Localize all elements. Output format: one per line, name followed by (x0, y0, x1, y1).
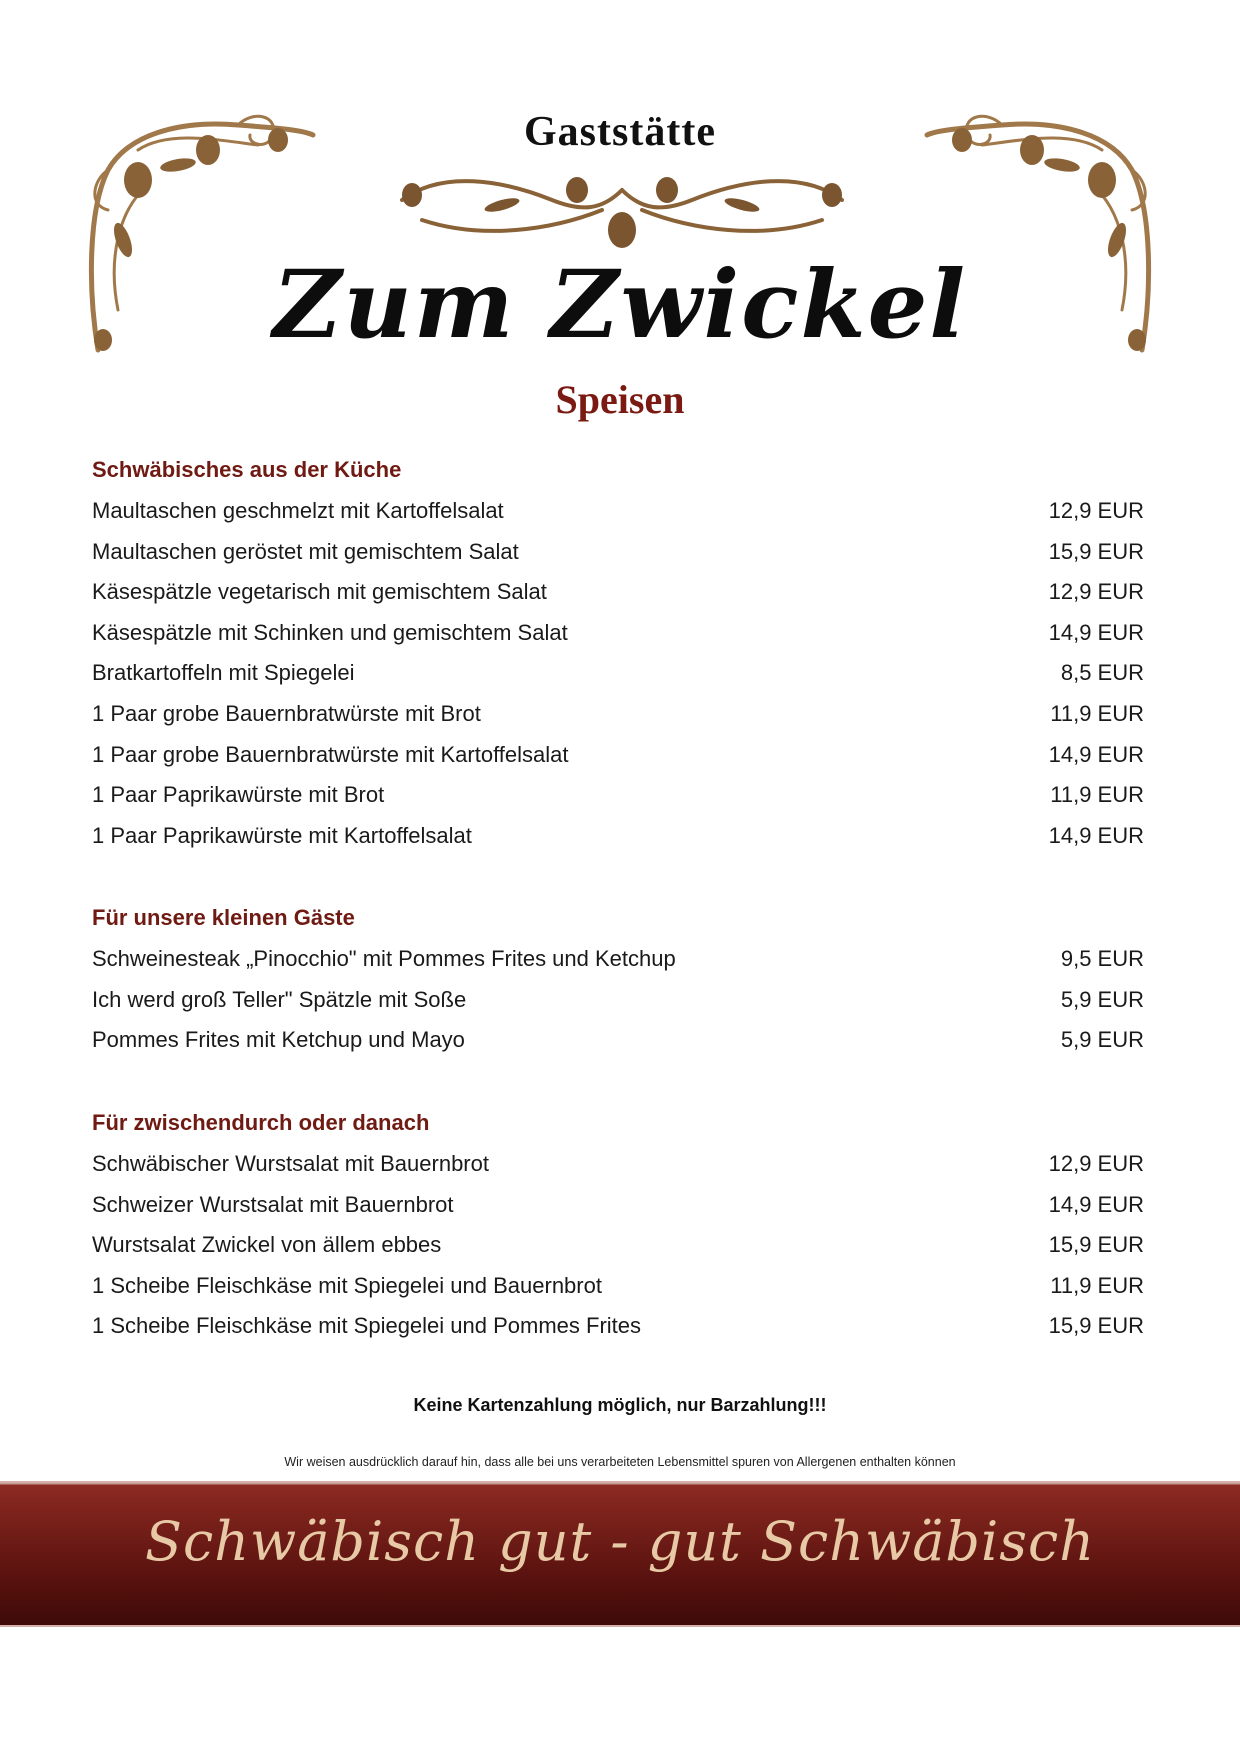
banner-line (0, 1625, 1240, 1627)
item-name: 1 Scheibe Fleischkäse mit Spiegelei und Bauernbrot (92, 1272, 602, 1298)
page-title: Speisen (555, 377, 685, 422)
menu-item (92, 491, 1144, 532)
item-price: 11,9 EUR (1050, 782, 1144, 808)
menu-item (92, 1266, 1144, 1307)
item-name: Schweizer Wurstsalat mit Bauernbrot (92, 1191, 454, 1217)
item-name: Maultaschen geröstet mit gemischtem Salat (92, 538, 519, 564)
item-name: Schwäbischer Wurstsalat mit Bauernbrot (92, 1151, 489, 1176)
restaurant-name: Zum Zwickel (272, 250, 968, 360)
payment-note: Keine Kartenzahlung möglich, nur Barzahlung!!! (413, 1395, 827, 1415)
menu-section (92, 1102, 1144, 1347)
item-name: Ich werd groß Teller" Spätzle mit Soße (92, 986, 467, 1012)
item-price: 15,9 EUR (1048, 1313, 1144, 1339)
menu-item (92, 694, 1144, 735)
item-name: 1 Paar Paprikawürste mit Brot (92, 782, 385, 808)
item-name: Käsespätzle mit Schinken und gemischtem Salat (92, 619, 568, 645)
menu-item (92, 572, 1144, 613)
item-price: 11,9 EUR (1050, 700, 1144, 726)
item-price: 9,5 EUR (1060, 946, 1144, 971)
menu-item (92, 1144, 1144, 1185)
menu-item (92, 1020, 1144, 1061)
section-title: Für unsere kleinen Gäste (92, 905, 355, 930)
hop-flourish-icon (382, 160, 862, 260)
item-name: Wurstsalat Zwickel von ällem ebbes (92, 1232, 442, 1258)
subtitle: Gaststätte (524, 109, 716, 155)
item-price: 15,9 EUR (1048, 1232, 1144, 1258)
item-name: Pommes Frites mit Ketchup und Mayo (92, 1027, 465, 1053)
menu-section (92, 449, 1144, 856)
item-price: 11,9 EUR (1050, 1272, 1144, 1298)
menu-section (92, 897, 1144, 1061)
item-name: Käsespätzle vegetarisch mit gemischtem Salat (92, 579, 547, 605)
item-price: 14,9 EUR (1048, 1191, 1144, 1217)
section-title: Schwäbisches aus der Küche (92, 457, 402, 482)
menu-item (92, 980, 1144, 1021)
section-title: Für zwischendurch oder danach (92, 1110, 430, 1135)
menu-item (92, 653, 1144, 694)
item-price: 12,9 EUR (1048, 579, 1144, 605)
item-name: Bratkartoffeln mit Spiegelei (92, 660, 355, 686)
item-price: 14,9 EUR (1048, 741, 1144, 767)
allergen-note: Wir weisen ausdrücklich darauf hin, dass alle bei uns verarbeiteten Lebensmittel spuren von Allergenen enthalten können (284, 1455, 956, 1469)
menu-item (92, 735, 1144, 776)
item-name: 1 Scheibe Fleischkäse mit Spiegelei und Pommes Frites (92, 1313, 642, 1339)
item-name: 1 Paar grobe Bauernbratwürste mit Brot (92, 700, 481, 726)
item-price: 12,9 EUR (1048, 498, 1144, 523)
menu-item (92, 1225, 1144, 1266)
item-price: 5,9 EUR (1060, 1027, 1144, 1053)
item-name: 1 Paar Paprikawürste mit Kartoffelsalat (92, 822, 472, 848)
menu-item (92, 1185, 1144, 1226)
menu-item (92, 939, 1144, 980)
menu-item (92, 613, 1144, 654)
item-price: 12,9 EUR (1048, 1151, 1144, 1176)
menu-item (92, 1306, 1144, 1347)
banner-line (0, 1481, 1240, 1483)
item-price: 15,9 EUR (1048, 538, 1144, 564)
slogan: Schwäbisch gut - gut Schwäbisch (144, 1510, 1095, 1573)
item-name: 1 Paar grobe Bauernbratwürste mit Kartoffelsalat (92, 741, 569, 767)
item-price: 14,9 EUR (1048, 822, 1144, 848)
item-name: Schweinesteak „Pinocchio" mit Pommes Frites und Ketchup (92, 946, 676, 971)
item-name: Maultaschen geschmelzt mit Kartoffelsalat (92, 498, 504, 523)
item-price: 5,9 EUR (1060, 986, 1144, 1012)
menu-item (92, 532, 1144, 573)
item-price: 8,5 EUR (1060, 660, 1144, 686)
menu-item (92, 816, 1144, 857)
item-price: 14,9 EUR (1048, 619, 1144, 645)
menu-item (92, 775, 1144, 816)
